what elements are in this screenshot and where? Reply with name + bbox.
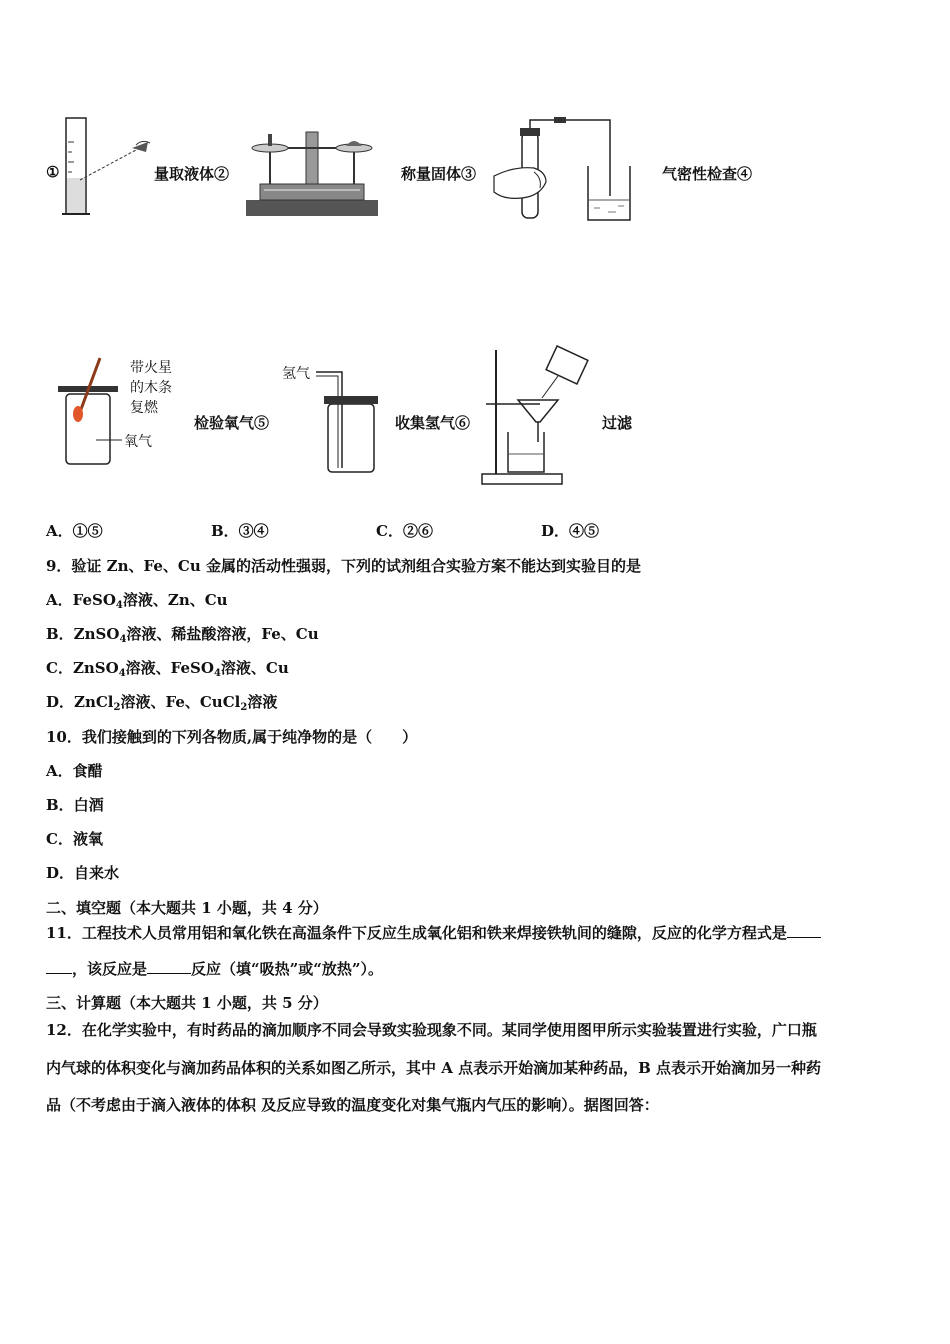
q9-option-c: C．ZnSO$_4$溶液、FeSO$_4$溶液、Cu (46, 659, 289, 679)
q12-line1: 12．在化学实验中，有时药品的滴加顺序不同会导致实验现象不同。某同学使用图甲所示实验装置进行实验，广口瓶 (46, 1021, 817, 1039)
item6-caption: 过滤 (602, 414, 633, 432)
q10-stem: 10．我们接触到的下列各物质,属于纯净物的是（ ） (46, 728, 418, 746)
q10-option-c: C．液氧 (46, 830, 103, 848)
q12-line3: 品（不考虑由于滴入液体的体积 及反应导致的温度变化对集气瓶内气压的影响）。据图回答： (46, 1096, 659, 1114)
oxygen-test-drawing (52, 352, 197, 470)
q12-line2: 内气球的体积变化与滴加药品体积的关系如图乙所示，其中 A 点表示开始滴加某种药品，B 点表示开始滴加另一种药 (46, 1059, 821, 1077)
item5-caption: 收集氢气⑥ (395, 414, 471, 432)
q8-option-d: D．④⑤ (541, 522, 600, 540)
q10-option-b: B．白酒 (46, 796, 104, 814)
drawing-text-5: 氢气 (282, 366, 310, 382)
item3-caption: 气密性检查④ (662, 165, 753, 183)
q9-option-d: D．ZnCl$_2$溶液、Fe、CuCl$_2$溶液 (46, 693, 278, 713)
q8-option-a: A．①⑤ (46, 522, 103, 540)
q11-blank-1-cont (46, 959, 72, 974)
q8-option-c: C．②⑥ (376, 522, 433, 540)
hydrogen-collection-drawing (280, 360, 390, 476)
q10-option-a: A．食醋 (46, 762, 103, 780)
q10-option-d: D．自来水 (46, 864, 120, 882)
filtration-drawing (478, 342, 598, 486)
drawing-text-3: 复燃 (130, 400, 158, 416)
q11-blank-2 (147, 959, 191, 974)
q9-option-b: B．ZnSO$_4$溶液、稀盐酸溶液，Fe、Cu (46, 625, 319, 645)
q9-stem: 9．验证 Zn、Fe、Cu 金属的活动性强弱，下列的试剂组合实验方案不能达到实验目的是 (46, 557, 641, 575)
q11-line2: ，该反应是 反应（填“吸热”或“放热”）。 (46, 958, 383, 979)
item2-caption: 称量固体③ (401, 165, 477, 183)
section3-heading: 三、计算题（本大题共 1 小题，共 5 分） (46, 994, 328, 1012)
item1-marker: ① (46, 163, 60, 181)
item1-caption: 量取液体② (154, 165, 230, 183)
drawing-text-1: 带火星 (130, 360, 172, 376)
q8-option-b: B．③④ (211, 522, 269, 540)
item4-caption: 检验氧气⑤ (194, 414, 270, 432)
drawing-text-4: 氧气 (124, 434, 152, 450)
q11-line1: 11．工程技术人员常用铝和氧化铁在高温条件下反应生成氧化铝和铁来焊接铁轨间的缝隙，反应的化学方程式是 (46, 922, 821, 943)
q9-option-a: A．FeSO$_4$溶液、Zn、Cu (46, 591, 228, 611)
section2-heading: 二、填空题（本大题共 1 小题，共 4 分） (46, 899, 328, 917)
airtightness-check-drawing (490, 116, 640, 228)
q11-blank-1 (787, 923, 821, 938)
balance-scale-drawing (242, 124, 382, 220)
graduated-cylinder-drawing (58, 112, 158, 224)
drawing-text-2: 的木条 (130, 380, 172, 396)
